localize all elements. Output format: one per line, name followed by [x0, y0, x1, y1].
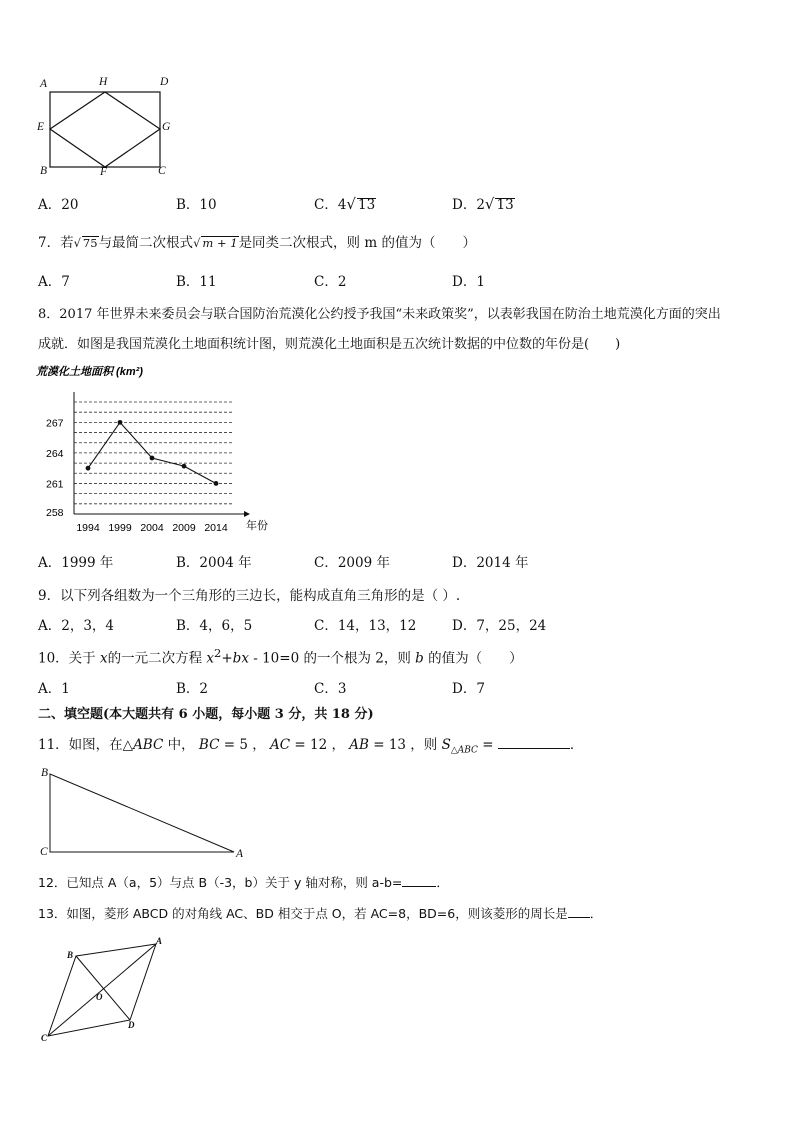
- q7-option-b[interactable]: B．11: [176, 274, 217, 290]
- q8-chart: [34, 362, 284, 538]
- q10-eq-tail: - 10=0 的一个根为 2，则: [248, 650, 411, 667]
- label-E: E: [37, 121, 45, 133]
- q10-stem: [38, 646, 523, 667]
- q8-option-d[interactable]: D．2014 年: [452, 555, 529, 571]
- tri-label-B: B: [41, 767, 49, 779]
- q12-answer-blank[interactable]: [402, 886, 436, 887]
- q8-stem-line1: 8．2017 年世界未来委员会与联合国防治荒漠化公约授予我国“未来政策奖”，以表彰我国在防治土地荒漠化方面的突出: [38, 307, 721, 322]
- q11-abc: ABC: [133, 737, 164, 753]
- rh-label-A: A: [156, 936, 163, 946]
- q7-option-c[interactable]: C．2: [314, 274, 347, 290]
- q6-option-d-sqrt: 13: [496, 197, 514, 213]
- y-tick-label-0: 258: [46, 507, 64, 519]
- q13-text: 13．如图，菱形 ABCD 的对角线 AC、BD 相交于点 O，若 AC=8，BD=6，则该菱形的周长是: [38, 906, 568, 921]
- q10-option-a[interactable]: A．1: [38, 681, 70, 697]
- q9-option-c[interactable]: C．14，13，12: [314, 618, 417, 634]
- x-tick-label-0: 1994: [76, 522, 100, 534]
- line-chart: [34, 362, 284, 538]
- q10-eq-sup: 2: [214, 646, 222, 660]
- q11-ac-val: = 12 ，: [290, 737, 350, 753]
- label-C: C: [158, 165, 166, 177]
- q11-sub: △ABC: [450, 745, 478, 756]
- q7-radical-75: 75: [82, 236, 98, 250]
- q6-option-c-sqrt: 13: [357, 197, 376, 213]
- rhombus-diagram: [38, 938, 168, 1044]
- q7-mid-text: 与最简二次根式: [98, 235, 194, 251]
- q10-eq-b: b: [232, 650, 242, 667]
- q10-option-c[interactable]: C．3: [314, 681, 347, 697]
- q6-option-c-label: C．4: [314, 197, 347, 213]
- q11-bc-val: = 5 ，: [219, 737, 270, 753]
- x-axis-arrow: [244, 511, 250, 517]
- q6-option-c[interactable]: C．4√ 13: [314, 195, 376, 213]
- q7-option-d[interactable]: D．1: [452, 274, 485, 290]
- q11-stem: [38, 733, 583, 756]
- q9-option-b[interactable]: B．4，6，5: [176, 618, 253, 634]
- q11-ac: AC: [270, 737, 291, 753]
- q6-option-b[interactable]: B．10: [176, 197, 217, 213]
- q6-option-d-label: D．2: [452, 197, 485, 213]
- q7-tail-text: 是同类二次根式，则 m 的值为（ ）: [238, 235, 476, 251]
- x-tick-label-1: 1999: [108, 522, 132, 534]
- data-point-2004: [150, 456, 155, 461]
- q9-stem: 9．以下列各组数为一个三角形的三边长，能构成直角三角形的是（ ）.: [38, 588, 461, 604]
- data-point-1994: [86, 466, 91, 471]
- q7-number: 7．若: [38, 235, 74, 251]
- q6-figure: [34, 76, 184, 181]
- q11-bc: BC: [198, 737, 220, 753]
- data-point-2014: [214, 481, 219, 486]
- q12-stem: [38, 873, 449, 891]
- y-tick-label-3: 267: [46, 417, 64, 430]
- y-tick-label-1: 261: [46, 478, 64, 491]
- q10-mid: 的一元二次方程: [107, 650, 203, 667]
- q10-option-b[interactable]: B．2: [176, 681, 209, 697]
- q8-stem-line2: 成就．如图是我国荒漠化土地面积统计图，则荒漠化土地面积是五次统计数据的中位数的年份是( ): [38, 337, 621, 352]
- q9-option-a[interactable]: A．2，3，4: [38, 618, 115, 634]
- rh-label-B: B: [67, 950, 74, 960]
- q10-pre: 10．关于: [38, 650, 96, 667]
- x-tick-label-3: 2009: [172, 522, 196, 534]
- q6-option-a[interactable]: A．20: [38, 197, 79, 213]
- rh-label-O: O: [96, 992, 103, 1002]
- rh-label-C: C: [41, 1033, 48, 1043]
- data-point-2009: [182, 464, 187, 469]
- q12-end: ．: [436, 875, 449, 890]
- q8-option-c[interactable]: C．2009 年: [314, 555, 390, 571]
- q11-s: S: [441, 737, 451, 753]
- q8-option-b[interactable]: B．2004 年: [176, 555, 252, 571]
- q10-var-b: b: [415, 650, 424, 667]
- q13-end: ．: [589, 906, 603, 921]
- q10-end: 的值为（ ）: [428, 650, 523, 667]
- q11-eq: =: [477, 737, 498, 753]
- q11-end: ．: [569, 737, 584, 753]
- q13-answer-blank[interactable]: [568, 917, 590, 918]
- x-axis-label: 年份: [246, 520, 268, 532]
- x-tick-label-4: 2014: [204, 522, 228, 534]
- right-triangle-diagram: [36, 764, 251, 862]
- x-tick-label-2: 2004: [140, 522, 164, 534]
- q12-text: 12．已知点 A（a，5）与点 B（-3，b）关于 y 轴对称，则 a-b=: [38, 875, 403, 890]
- q11-pre: 11．如图，在△: [38, 737, 134, 753]
- q11-ab-val: = 13 ，则: [368, 737, 442, 753]
- y-tick-label-2: 264: [46, 447, 64, 460]
- label-D: D: [160, 76, 169, 88]
- q11-ab: AB: [349, 737, 369, 753]
- data-point-1999: [118, 420, 123, 425]
- q11-figure: [36, 764, 251, 862]
- q10-option-d[interactable]: D．7: [452, 681, 485, 697]
- label-H: H: [99, 76, 108, 88]
- label-B: B: [40, 165, 48, 177]
- q7-radical-m1: m + 1: [202, 236, 238, 250]
- label-F: F: [100, 166, 108, 178]
- label-G: G: [162, 121, 171, 133]
- rh-label-D: D: [128, 1020, 135, 1030]
- q11-answer-blank[interactable]: [498, 748, 570, 749]
- chart-title: 荒漠化土地面积 (km²): [36, 366, 143, 378]
- q10-eq-x2: x: [241, 650, 249, 667]
- q7-stem: 7．若√ 75与最简二次根式√ m + 1是同类二次根式，则 m 的值为（ ）: [38, 235, 476, 251]
- tri-label-A: A: [236, 848, 244, 860]
- q13-stem: [38, 904, 602, 922]
- q13-figure: [38, 938, 168, 1044]
- q6-option-d[interactable]: D．2√ 13: [452, 195, 514, 213]
- q10-eq-plus: +: [221, 650, 233, 667]
- section-2-heading: 二、填空题(本大题共有 6 小题，每小题 3 分，共 18 分): [38, 707, 374, 722]
- q11-mid: 中，: [163, 737, 199, 753]
- label-A: A: [40, 78, 48, 90]
- tri-label-C: C: [40, 846, 48, 858]
- q10-var-x: x: [99, 650, 108, 667]
- q9-option-d[interactable]: D．7，25，24: [452, 618, 547, 634]
- q7-option-a[interactable]: A．7: [38, 274, 70, 290]
- q8-option-a[interactable]: A．1999 年: [38, 555, 114, 571]
- q10-eq-x: x: [206, 650, 215, 667]
